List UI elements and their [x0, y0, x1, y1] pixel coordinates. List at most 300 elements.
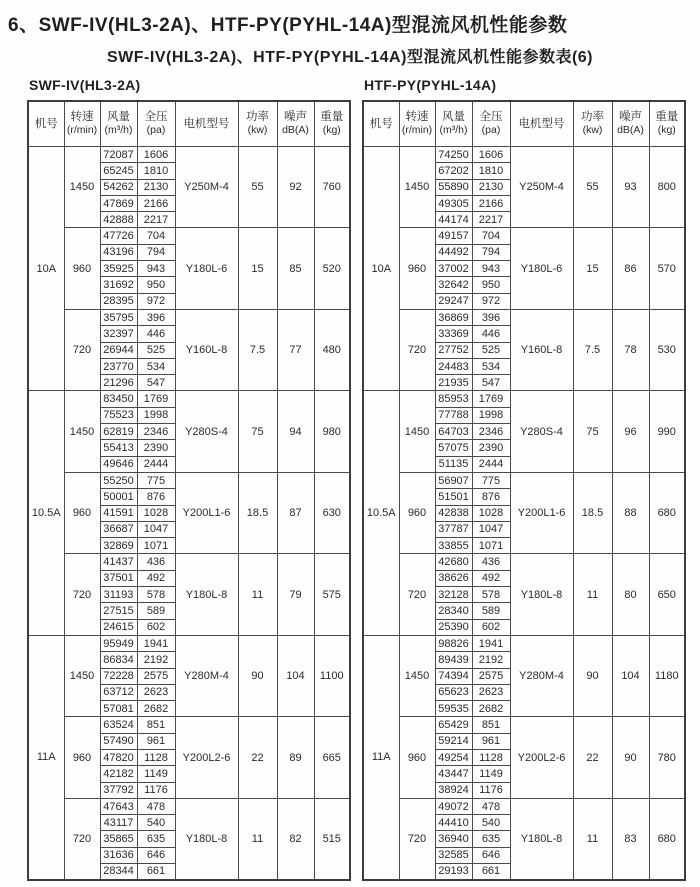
cell-airflow: 32869 — [100, 538, 137, 554]
table-row — [28, 147, 350, 163]
col-header-unit: (kw) — [247, 124, 268, 136]
cell-airflow: 37792 — [100, 782, 137, 798]
table-label-htf: HTF-PY(PYHL-14A) — [364, 77, 497, 93]
col-header-airflow — [435, 101, 472, 147]
table-row — [363, 228, 685, 244]
cell-airflow: 36940 — [435, 831, 472, 847]
cell-pressure: 478 — [137, 798, 175, 814]
cell-airflow: 42182 — [100, 766, 137, 782]
cell-airflow: 35795 — [100, 309, 137, 325]
col-header-label: 风量 — [107, 111, 130, 123]
cell-motor: Y200L1-6 — [510, 472, 573, 553]
col-header-motor — [175, 101, 238, 147]
cell-airflow: 31193 — [100, 587, 137, 603]
cell-model: 10.5A — [28, 391, 64, 635]
cell-pressure: 2390 — [472, 440, 510, 456]
col-header-label: 重量 — [320, 111, 344, 123]
table-row — [363, 717, 685, 733]
cell-motor: Y280S-4 — [175, 391, 238, 472]
cell-airflow: 37787 — [435, 521, 472, 537]
cell-speed: 960 — [64, 228, 100, 309]
table-row — [28, 472, 350, 488]
col-header-pressure — [137, 101, 175, 147]
cell-airflow: 41591 — [100, 505, 137, 521]
cell-pressure: 1606 — [472, 147, 510, 163]
cell-speed: 960 — [64, 717, 100, 798]
cell-pressure: 436 — [137, 554, 175, 570]
cell-motor: Y180L-6 — [175, 228, 238, 309]
col-header-label: 风量 — [442, 111, 465, 123]
cell-airflow: 47869 — [100, 195, 137, 211]
cell-weight: 570 — [649, 228, 685, 309]
col-header-label: 全压 — [144, 111, 168, 123]
cell-airflow: 72087 — [100, 147, 137, 163]
cell-weight: 515 — [314, 798, 350, 879]
cell-weight: 1180 — [649, 635, 685, 716]
cell-speed: 1450 — [399, 391, 435, 472]
cell-pressure: 1028 — [137, 505, 175, 521]
page-title: 6、SWF-IV(HL3-2A)、HTF-PY(PYHL-14A)型混流风机性能参数 — [8, 15, 568, 36]
cell-airflow: 49157 — [435, 228, 472, 244]
cell-pressure: 2217 — [137, 212, 175, 228]
col-header-label: 电机型号 — [183, 117, 230, 130]
cell-pressure: 851 — [472, 717, 510, 733]
cell-noise: 82 — [277, 798, 314, 879]
cell-motor: Y180L-8 — [510, 554, 573, 635]
cell-speed: 960 — [399, 472, 435, 553]
cell-pressure: 635 — [137, 831, 175, 847]
cell-pressure: 1028 — [472, 505, 510, 521]
cell-weight: 760 — [314, 147, 350, 228]
cell-speed: 720 — [399, 798, 435, 879]
cell-airflow: 43196 — [100, 244, 137, 260]
col-header-label: 电机型号 — [518, 117, 565, 130]
cell-noise: 85 — [277, 228, 314, 309]
cell-model: 11A — [363, 635, 399, 879]
cell-pressure: 2390 — [137, 440, 175, 456]
cell-pressure: 547 — [472, 375, 510, 391]
cell-speed: 1450 — [64, 147, 100, 228]
cell-pressure: 547 — [137, 375, 175, 391]
cell-motor: Y280M-4 — [510, 635, 573, 716]
cell-airflow: 51135 — [435, 456, 472, 472]
cell-airflow: 65245 — [100, 163, 137, 179]
header-row — [28, 101, 350, 147]
cell-pressure: 1810 — [137, 163, 175, 179]
table-block-swf — [27, 77, 349, 881]
cell-weight: 480 — [314, 309, 350, 390]
cell-airflow: 85953 — [435, 391, 472, 407]
cell-airflow: 57490 — [100, 733, 137, 749]
table-row — [28, 798, 350, 814]
cell-airflow: 62819 — [100, 424, 137, 440]
table-header — [363, 101, 685, 147]
cell-airflow: 26944 — [100, 342, 137, 358]
cell-noise: 88 — [612, 472, 649, 553]
cell-weight: 800 — [649, 147, 685, 228]
performance-table-htf — [362, 100, 686, 881]
table-row — [363, 798, 685, 814]
cell-airflow: 21935 — [435, 375, 472, 391]
cell-weight: 990 — [649, 391, 685, 472]
cell-pressure: 2217 — [472, 212, 510, 228]
cell-noise: 104 — [277, 635, 314, 716]
cell-airflow: 44174 — [435, 212, 472, 228]
cell-noise: 77 — [277, 309, 314, 390]
cell-weight: 680 — [649, 798, 685, 879]
cell-airflow: 49305 — [435, 195, 472, 211]
cell-pressure: 646 — [137, 847, 175, 863]
table-row — [28, 717, 350, 733]
cell-airflow: 43117 — [100, 815, 137, 831]
cell-airflow: 95949 — [100, 635, 137, 651]
cell-airflow: 49072 — [435, 798, 472, 814]
col-header-weight — [314, 101, 350, 147]
cell-pressure: 1128 — [137, 749, 175, 765]
cell-pressure: 950 — [137, 277, 175, 293]
col-header-airflow — [100, 101, 137, 147]
cell-airflow: 77788 — [435, 407, 472, 423]
page-subtitle: SWF-IV(HL3-2A)、HTF-PY(PYHL-14A)型混流风机性能参数表(6) — [107, 49, 593, 66]
cell-motor: Y200L2-6 — [510, 717, 573, 798]
cell-pressure: 2130 — [137, 179, 175, 195]
col-header-unit: (r/min) — [401, 124, 433, 136]
cell-airflow: 63712 — [100, 684, 137, 700]
cell-speed: 720 — [399, 554, 435, 635]
cell-pressure: 646 — [472, 847, 510, 863]
col-header-unit: dB(A) — [617, 124, 644, 136]
cell-pressure: 1047 — [472, 521, 510, 537]
cell-pressure: 661 — [472, 864, 510, 880]
cell-weight: 575 — [314, 554, 350, 635]
col-header-weight — [649, 101, 685, 147]
cell-airflow: 55250 — [100, 472, 137, 488]
cell-airflow: 51501 — [435, 489, 472, 505]
cell-model: 11A — [28, 635, 64, 879]
cell-speed: 720 — [64, 798, 100, 879]
col-header-unit: (r/min) — [66, 124, 98, 136]
cell-pressure: 851 — [137, 717, 175, 733]
cell-power: 15 — [573, 228, 612, 309]
cell-pressure: 492 — [137, 570, 175, 586]
cell-pressure: 2130 — [472, 179, 510, 195]
cell-power: 55 — [573, 147, 612, 228]
col-header-label: 机号 — [34, 117, 58, 130]
cell-airflow: 24483 — [435, 358, 472, 374]
cell-speed: 960 — [64, 472, 100, 553]
cell-motor: Y160L-8 — [175, 309, 238, 390]
cell-noise: 96 — [612, 391, 649, 472]
cell-motor: Y180L-8 — [510, 798, 573, 879]
col-header-unit: (kg) — [657, 124, 676, 136]
cell-motor: Y280S-4 — [510, 391, 573, 472]
cell-pressure: 1128 — [472, 749, 510, 765]
cell-pressure: 525 — [137, 342, 175, 358]
cell-airflow: 27752 — [435, 342, 472, 358]
cell-airflow: 57081 — [100, 701, 137, 717]
cell-power: 7.5 — [573, 309, 612, 390]
cell-pressure: 602 — [137, 619, 175, 635]
cell-pressure: 2192 — [137, 652, 175, 668]
cell-pressure: 1176 — [137, 782, 175, 798]
cell-pressure: 578 — [472, 587, 510, 603]
cell-pressure: 1769 — [137, 391, 175, 407]
cell-airflow: 44492 — [435, 244, 472, 260]
col-header-label: 全压 — [479, 111, 503, 123]
table-row — [363, 391, 685, 407]
cell-airflow: 38924 — [435, 782, 472, 798]
col-header-unit: dB(A) — [282, 124, 309, 136]
cell-pressure: 436 — [472, 554, 510, 570]
cell-airflow: 35865 — [100, 831, 137, 847]
cell-pressure: 446 — [137, 326, 175, 342]
cell-noise: 94 — [277, 391, 314, 472]
cell-airflow: 54262 — [100, 179, 137, 195]
cell-pressure: 478 — [472, 798, 510, 814]
cell-pressure: 1149 — [137, 766, 175, 782]
cell-pressure: 972 — [472, 293, 510, 309]
cell-airflow: 47726 — [100, 228, 137, 244]
cell-airflow: 74250 — [435, 147, 472, 163]
cell-model: 10A — [28, 147, 64, 391]
cell-airflow: 47643 — [100, 798, 137, 814]
cell-motor: Y180L-8 — [175, 798, 238, 879]
cell-speed: 720 — [64, 309, 100, 390]
cell-pressure: 578 — [137, 587, 175, 603]
cell-pressure: 775 — [472, 472, 510, 488]
cell-speed: 1450 — [399, 635, 435, 716]
cell-noise: 104 — [612, 635, 649, 716]
cell-airflow: 36687 — [100, 521, 137, 537]
cell-airflow: 32128 — [435, 587, 472, 603]
cell-noise: 86 — [612, 228, 649, 309]
cell-power: 55 — [238, 147, 277, 228]
cell-pressure: 2575 — [472, 668, 510, 684]
cell-motor: Y280M-4 — [175, 635, 238, 716]
cell-pressure: 2166 — [472, 195, 510, 211]
cell-speed: 720 — [399, 309, 435, 390]
table-body — [28, 147, 350, 880]
cell-airflow: 75523 — [100, 407, 137, 423]
col-header-model — [28, 101, 64, 147]
cell-noise: 93 — [612, 147, 649, 228]
col-header-power — [573, 101, 612, 147]
col-header-label: 重量 — [655, 111, 679, 123]
cell-airflow: 28344 — [100, 864, 137, 880]
cell-pressure: 1071 — [137, 538, 175, 554]
cell-pressure: 589 — [472, 603, 510, 619]
cell-weight: 530 — [649, 309, 685, 390]
cell-weight: 665 — [314, 717, 350, 798]
col-header-label: 转速 — [405, 111, 429, 123]
table-row — [363, 147, 685, 163]
col-header-power — [238, 101, 277, 147]
cell-pressure: 1149 — [472, 766, 510, 782]
table-row — [28, 554, 350, 570]
cell-airflow: 50001 — [100, 489, 137, 505]
cell-airflow: 29247 — [435, 293, 472, 309]
table-body — [363, 147, 685, 880]
cell-power: 7.5 — [238, 309, 277, 390]
cell-pressure: 396 — [472, 309, 510, 325]
cell-pressure: 635 — [472, 831, 510, 847]
cell-motor: Y250M-4 — [175, 147, 238, 228]
cell-airflow: 57075 — [435, 440, 472, 456]
cell-speed: 1450 — [64, 635, 100, 716]
cell-weight: 520 — [314, 228, 350, 309]
cell-pressure: 704 — [472, 228, 510, 244]
col-header-unit: (m³/h) — [104, 124, 133, 136]
cell-pressure: 2166 — [137, 195, 175, 211]
col-header-label: 功率 — [581, 111, 604, 123]
cell-pressure: 1769 — [472, 391, 510, 407]
cell-pressure: 540 — [137, 815, 175, 831]
cell-pressure: 2575 — [137, 668, 175, 684]
cell-weight: 1100 — [314, 635, 350, 716]
cell-pressure: 943 — [472, 261, 510, 277]
cell-pressure: 1071 — [472, 538, 510, 554]
cell-power: 11 — [573, 554, 612, 635]
cell-pressure: 661 — [137, 864, 175, 880]
col-header-pressure — [472, 101, 510, 147]
cell-airflow: 32397 — [100, 326, 137, 342]
cell-power: 22 — [238, 717, 277, 798]
col-header-model — [363, 101, 399, 147]
table-row — [363, 472, 685, 488]
cell-noise: 92 — [277, 147, 314, 228]
cell-noise: 80 — [612, 554, 649, 635]
col-header-motor — [510, 101, 573, 147]
cell-airflow: 38626 — [435, 570, 472, 586]
cell-airflow: 63524 — [100, 717, 137, 733]
col-header-label: 噪声 — [284, 111, 307, 123]
cell-airflow: 31692 — [100, 277, 137, 293]
cell-airflow: 37501 — [100, 570, 137, 586]
cell-pressure: 602 — [472, 619, 510, 635]
cell-airflow: 72228 — [100, 668, 137, 684]
cell-pressure: 2623 — [472, 684, 510, 700]
cell-power: 22 — [573, 717, 612, 798]
cell-airflow: 89439 — [435, 652, 472, 668]
cell-pressure: 972 — [137, 293, 175, 309]
cell-airflow: 24615 — [100, 619, 137, 635]
cell-weight: 680 — [649, 472, 685, 553]
cell-airflow: 42680 — [435, 554, 472, 570]
cell-pressure: 2192 — [472, 652, 510, 668]
cell-motor: Y160L-8 — [510, 309, 573, 390]
cell-pressure: 589 — [137, 603, 175, 619]
cell-pressure: 1606 — [137, 147, 175, 163]
table-label-swf: SWF-IV(HL3-2A) — [29, 77, 141, 93]
cell-pressure: 775 — [137, 472, 175, 488]
table-row — [28, 309, 350, 325]
table-row — [363, 309, 685, 325]
cell-pressure: 876 — [472, 489, 510, 505]
cell-model: 10.5A — [363, 391, 399, 635]
cell-airflow: 49646 — [100, 456, 137, 472]
cell-power: 90 — [573, 635, 612, 716]
cell-airflow: 98826 — [435, 635, 472, 651]
cell-pressure: 876 — [137, 489, 175, 505]
col-header-label: 功率 — [246, 111, 269, 123]
cell-pressure: 943 — [137, 261, 175, 277]
cell-pressure: 1047 — [137, 521, 175, 537]
cell-airflow: 41437 — [100, 554, 137, 570]
cell-power: 18.5 — [573, 472, 612, 553]
cell-airflow: 37002 — [435, 261, 472, 277]
cell-pressure: 961 — [472, 733, 510, 749]
cell-pressure: 2682 — [472, 701, 510, 717]
col-header-unit: (kg) — [322, 124, 341, 136]
cell-airflow: 83450 — [100, 391, 137, 407]
cell-airflow: 86834 — [100, 652, 137, 668]
cell-airflow: 65623 — [435, 684, 472, 700]
col-header-unit: (kw) — [582, 124, 603, 136]
cell-noise: 83 — [612, 798, 649, 879]
cell-airflow: 55413 — [100, 440, 137, 456]
col-header-noise — [277, 101, 314, 147]
col-header-label: 噪声 — [619, 111, 642, 123]
cell-airflow: 47820 — [100, 749, 137, 765]
performance-table-swf — [27, 100, 351, 881]
cell-speed: 1450 — [399, 147, 435, 228]
cell-speed: 1450 — [64, 391, 100, 472]
cell-airflow: 59535 — [435, 701, 472, 717]
cell-noise: 89 — [277, 717, 314, 798]
cell-airflow: 65429 — [435, 717, 472, 733]
col-header-label: 转速 — [70, 111, 94, 123]
cell-pressure: 2623 — [137, 684, 175, 700]
cell-airflow: 33855 — [435, 538, 472, 554]
cell-pressure: 1176 — [472, 782, 510, 798]
cell-pressure: 525 — [472, 342, 510, 358]
cell-motor: Y250M-4 — [510, 147, 573, 228]
cell-airflow: 28395 — [100, 293, 137, 309]
col-header-unit: (pa) — [481, 124, 501, 136]
cell-power: 11 — [238, 554, 277, 635]
cell-airflow: 31636 — [100, 847, 137, 863]
cell-pressure: 2346 — [137, 424, 175, 440]
cell-speed: 960 — [399, 228, 435, 309]
cell-airflow: 42888 — [100, 212, 137, 228]
cell-airflow: 74394 — [435, 668, 472, 684]
cell-noise: 90 — [612, 717, 649, 798]
table-block-htf — [362, 77, 684, 881]
cell-airflow: 49254 — [435, 749, 472, 765]
cell-pressure: 1810 — [472, 163, 510, 179]
cell-airflow: 56907 — [435, 472, 472, 488]
cell-airflow: 55890 — [435, 179, 472, 195]
table-header — [28, 101, 350, 147]
col-header-label: 机号 — [369, 117, 393, 130]
cell-airflow: 33369 — [435, 326, 472, 342]
table-row — [28, 228, 350, 244]
cell-airflow: 32585 — [435, 847, 472, 863]
cell-airflow: 35925 — [100, 261, 137, 277]
col-header-unit: (m³/h) — [439, 124, 468, 136]
cell-pressure: 492 — [472, 570, 510, 586]
cell-airflow: 64703 — [435, 424, 472, 440]
cell-pressure: 961 — [137, 733, 175, 749]
cell-motor: Y180L-6 — [510, 228, 573, 309]
cell-power: 11 — [238, 798, 277, 879]
cell-pressure: 794 — [137, 244, 175, 260]
cell-airflow: 43447 — [435, 766, 472, 782]
col-header-noise — [612, 101, 649, 147]
cell-weight: 980 — [314, 391, 350, 472]
cell-pressure: 950 — [472, 277, 510, 293]
cell-airflow: 27515 — [100, 603, 137, 619]
